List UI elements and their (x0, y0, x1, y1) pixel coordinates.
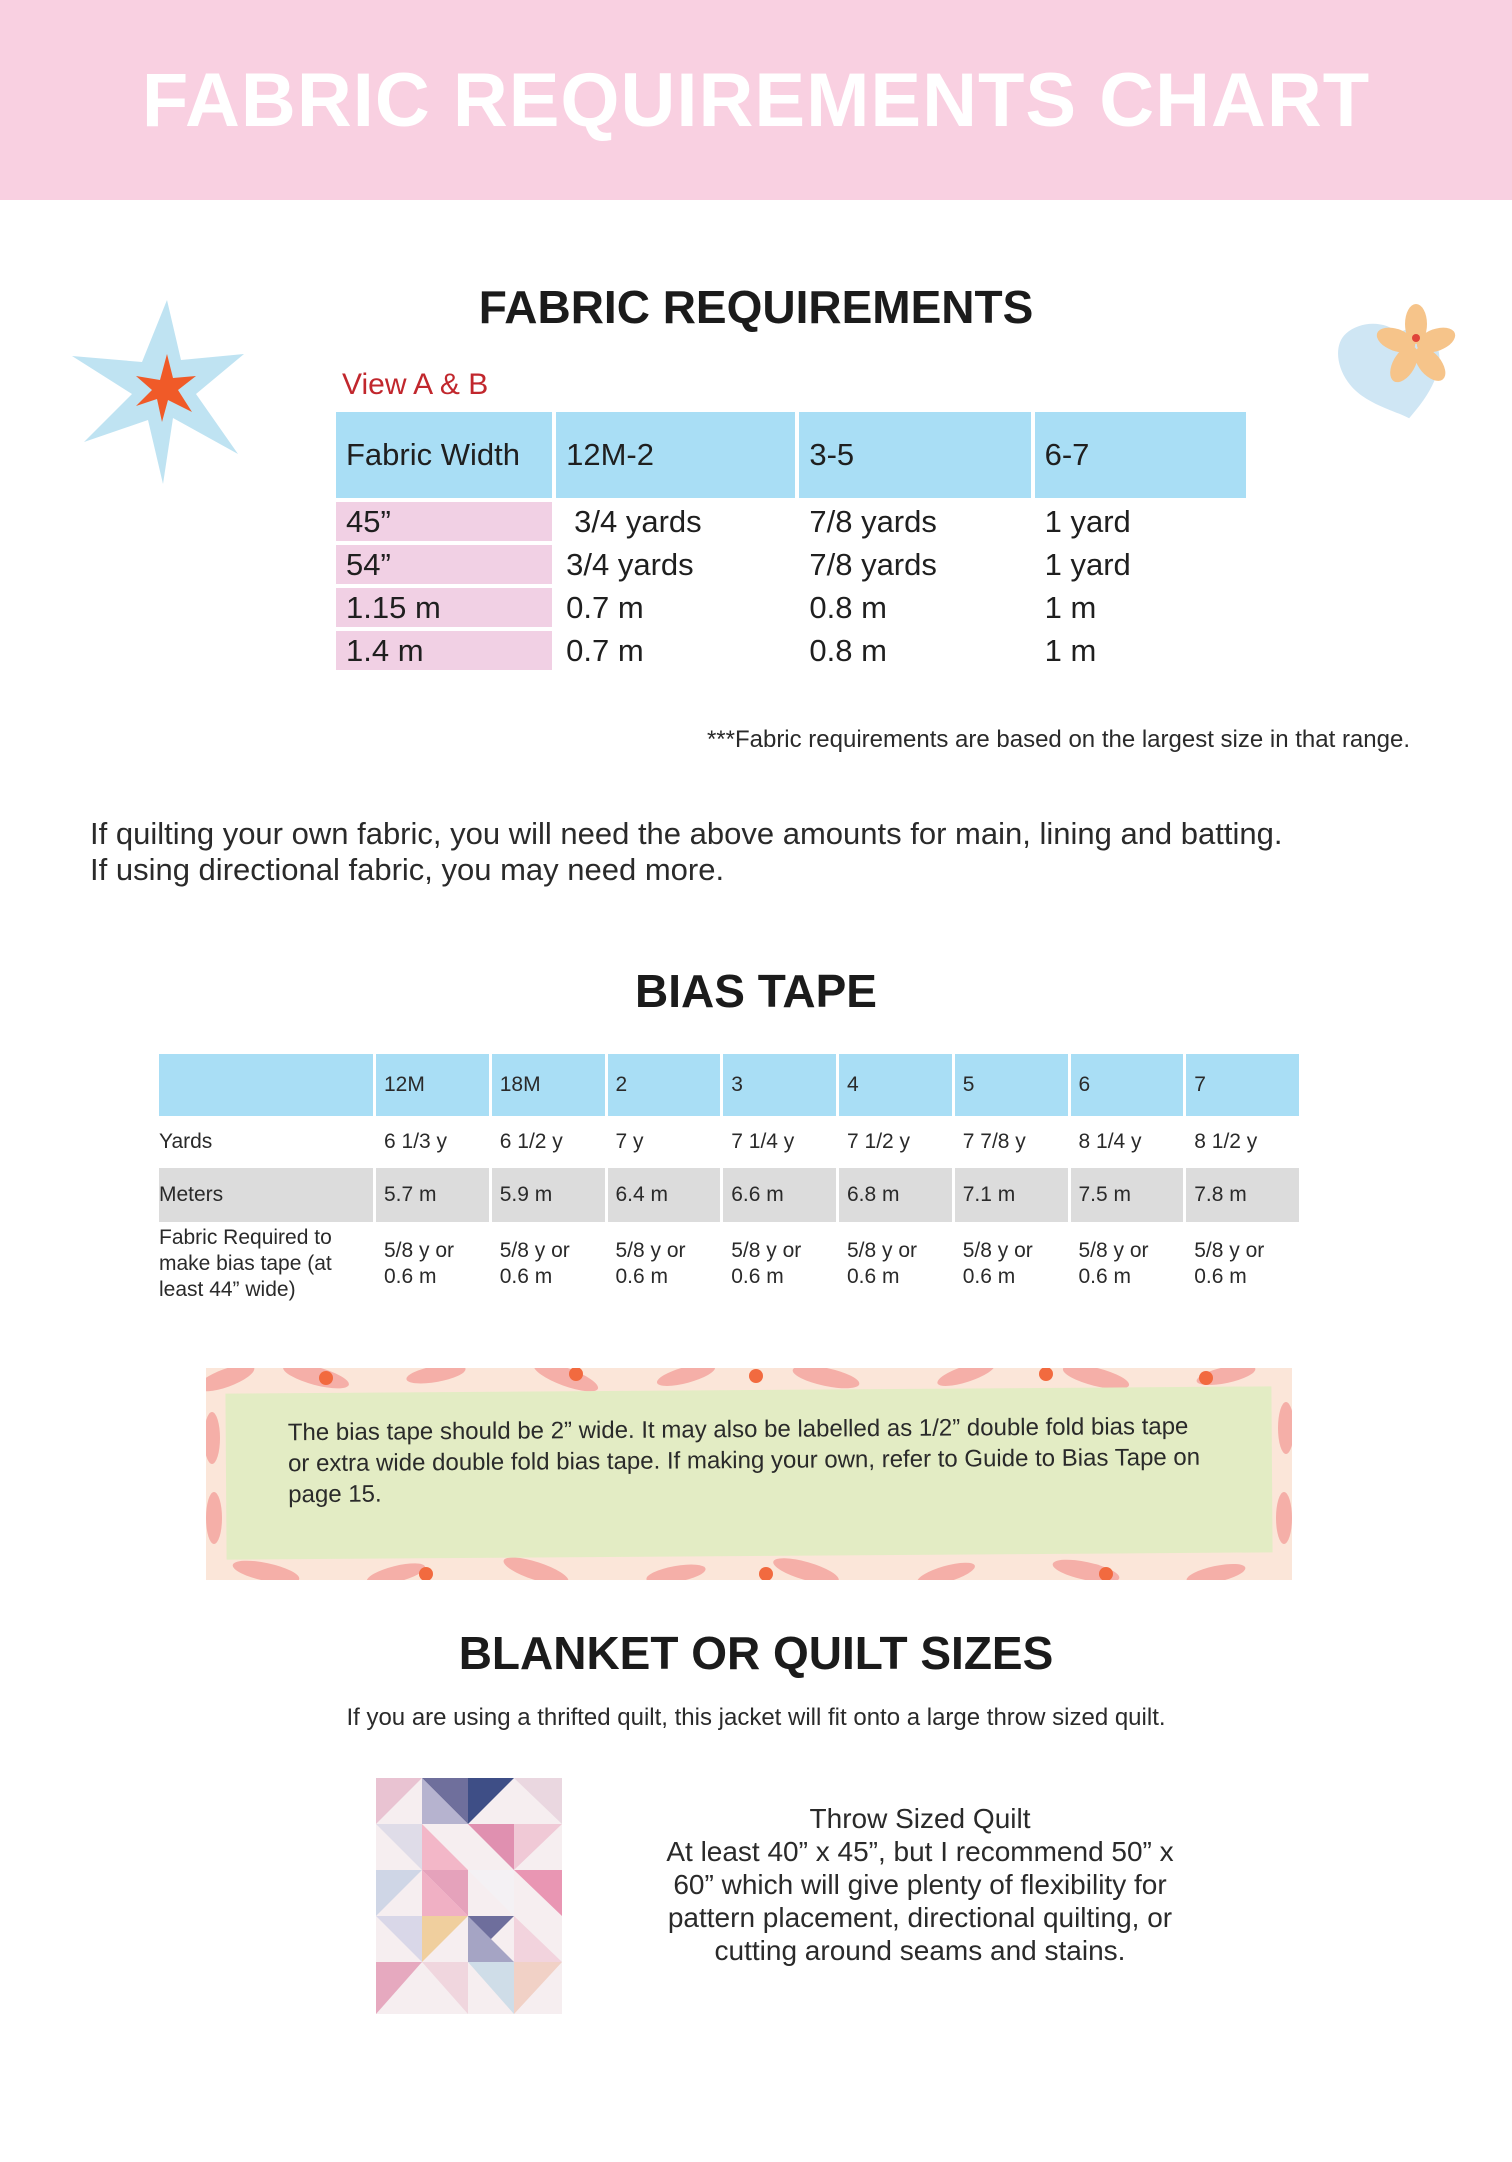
table-cell: 0.7 m (566, 633, 644, 668)
view-label: View A & B (342, 368, 489, 401)
row-header: 45” (336, 502, 552, 541)
quilt-sizes-title: BLANKET OR QUILT SIZES (458, 1627, 1054, 1679)
quilting-note-line: If using directional fabric, you may need more. (90, 852, 725, 887)
quilt-description-line: pattern placement, directional quilting, or (667, 1902, 1173, 1933)
table-row (159, 1222, 1299, 1306)
table-row (336, 545, 1246, 584)
table-row (159, 1168, 1299, 1222)
row-header: 1.4 m (336, 631, 552, 670)
quilt-description-line: cutting around seams and stains. (714, 1935, 1126, 1966)
fabric-table-header-row (336, 412, 1246, 498)
table-cell: 1 m (1044, 633, 1097, 668)
table-cell: 5/8 y or 0.6 m (1078, 1239, 1149, 1288)
quilt-description (620, 1802, 1220, 1967)
page-title: FABRIC REQUIREMENTS CHART (141, 57, 1371, 143)
table-row (336, 502, 1246, 541)
table-cell: 7.1 m (955, 1168, 1068, 1222)
row-header: Yards (159, 1130, 213, 1153)
table-cell: 6.4 m (608, 1168, 721, 1222)
quilting-note-line: If quilting your own fabric, you will need the above amounts for main, lining and batting. (90, 816, 1283, 851)
table-cell: 1 m (1044, 590, 1097, 625)
column-header: 12M-2 (556, 412, 795, 498)
table-cell: 5.7 m (376, 1168, 489, 1222)
table-cell: 6 1/2 y (499, 1130, 563, 1153)
table-cell: 7 1/4 y (731, 1130, 795, 1153)
column-header: 7 (1186, 1054, 1299, 1116)
table-cell: 7 7/8 y (962, 1130, 1026, 1153)
table-cell: 0.8 m (809, 590, 887, 625)
column-header: Fabric Width (336, 412, 552, 498)
table-cell: 7/8 yards (809, 504, 937, 539)
table-cell: 5/8 y or 0.6 m (731, 1239, 802, 1288)
fabric-requirements-table (332, 408, 1250, 674)
table-cell: 6.6 m (723, 1168, 836, 1222)
table-cell: 7 y (615, 1130, 644, 1153)
table-cell: 0.8 m (809, 633, 887, 668)
table-cell: 1 yard (1044, 547, 1131, 582)
column-header: 12M (376, 1054, 489, 1116)
column-header: 3 (723, 1054, 836, 1116)
table-cell: 5/8 y or 0.6 m (499, 1239, 570, 1288)
table-cell: 3/4 yards (566, 547, 694, 582)
table-cell: 5/8 y or 0.6 m (615, 1239, 686, 1288)
footnote: ***Fabric requirements are based on the largest size in that range. (706, 726, 1410, 753)
fabric-requirements-title: FABRIC REQUIREMENTS (478, 281, 1034, 333)
table-cell: 7.8 m (1186, 1168, 1299, 1222)
row-header: 1.15 m (336, 588, 552, 627)
table-cell: 5/8 y or 0.6 m (962, 1239, 1033, 1288)
row-header: Fabric Required to make bias tape (at least 44” wide) (159, 1226, 332, 1301)
column-header: 6 (1071, 1054, 1184, 1116)
table-row (336, 588, 1246, 627)
row-header: Meters (159, 1168, 373, 1222)
column-header: 4 (839, 1054, 952, 1116)
table-cell: 7 1/2 y (847, 1130, 911, 1153)
column-header: 2 (608, 1054, 721, 1116)
quilt-image (376, 1778, 562, 2014)
table-cell: 5/8 y or 0.6 m (847, 1239, 918, 1288)
quilt-description-line: At least 40” x 45”, but I recommend 50” x (666, 1836, 1174, 1867)
table-cell: 7/8 yards (809, 547, 937, 582)
table-cell: 5/8 y or 0.6 m (1194, 1239, 1265, 1288)
bias-tape-title: BIAS TAPE (635, 965, 877, 1017)
bias-table-header-row (159, 1054, 1299, 1116)
table-cell: 0.7 m (566, 590, 644, 625)
table-cell: 8 1/2 y (1194, 1130, 1258, 1153)
column-header: 18M (492, 1054, 605, 1116)
quilt-description-line: 60” which will give plenty of flexibility for (673, 1869, 1167, 1900)
table-row (336, 631, 1246, 670)
column-header-blank (159, 1054, 373, 1116)
table-cell: 6 1/3 y (384, 1130, 448, 1153)
quilt-description-line: Throw Sized Quilt (809, 1803, 1031, 1834)
table-cell: 7.5 m (1071, 1168, 1184, 1222)
table-cell: 1 yard (1044, 504, 1131, 539)
table-cell: 8 1/4 y (1078, 1130, 1142, 1153)
column-header: 6-7 (1035, 412, 1246, 498)
table-row (159, 1116, 1299, 1168)
column-header: 3-5 (799, 412, 1030, 498)
quilting-note (90, 816, 1450, 888)
table-cell: 5.9 m (492, 1168, 605, 1222)
header-banner (0, 0, 1512, 200)
quilt-intro: If you are using a thrifted quilt, this jacket will fit onto a large throw sized quilt. (346, 1704, 1166, 1731)
bias-tape-table (156, 1054, 1302, 1306)
table-cell: 5/8 y or 0.6 m (384, 1239, 455, 1288)
row-header: 54” (336, 545, 552, 584)
table-cell: 3/4 yards (574, 504, 702, 539)
table-cell: 6.8 m (839, 1168, 952, 1222)
column-header: 5 (955, 1054, 1068, 1116)
bias-tape-note: The bias tape should be 2” wide. It may also be labelled as 1/2” double fold bias tape or extra wide double fold bias tape. If making your own, refer to Guide to Bias Tape on page 15. (287, 1412, 1201, 1509)
